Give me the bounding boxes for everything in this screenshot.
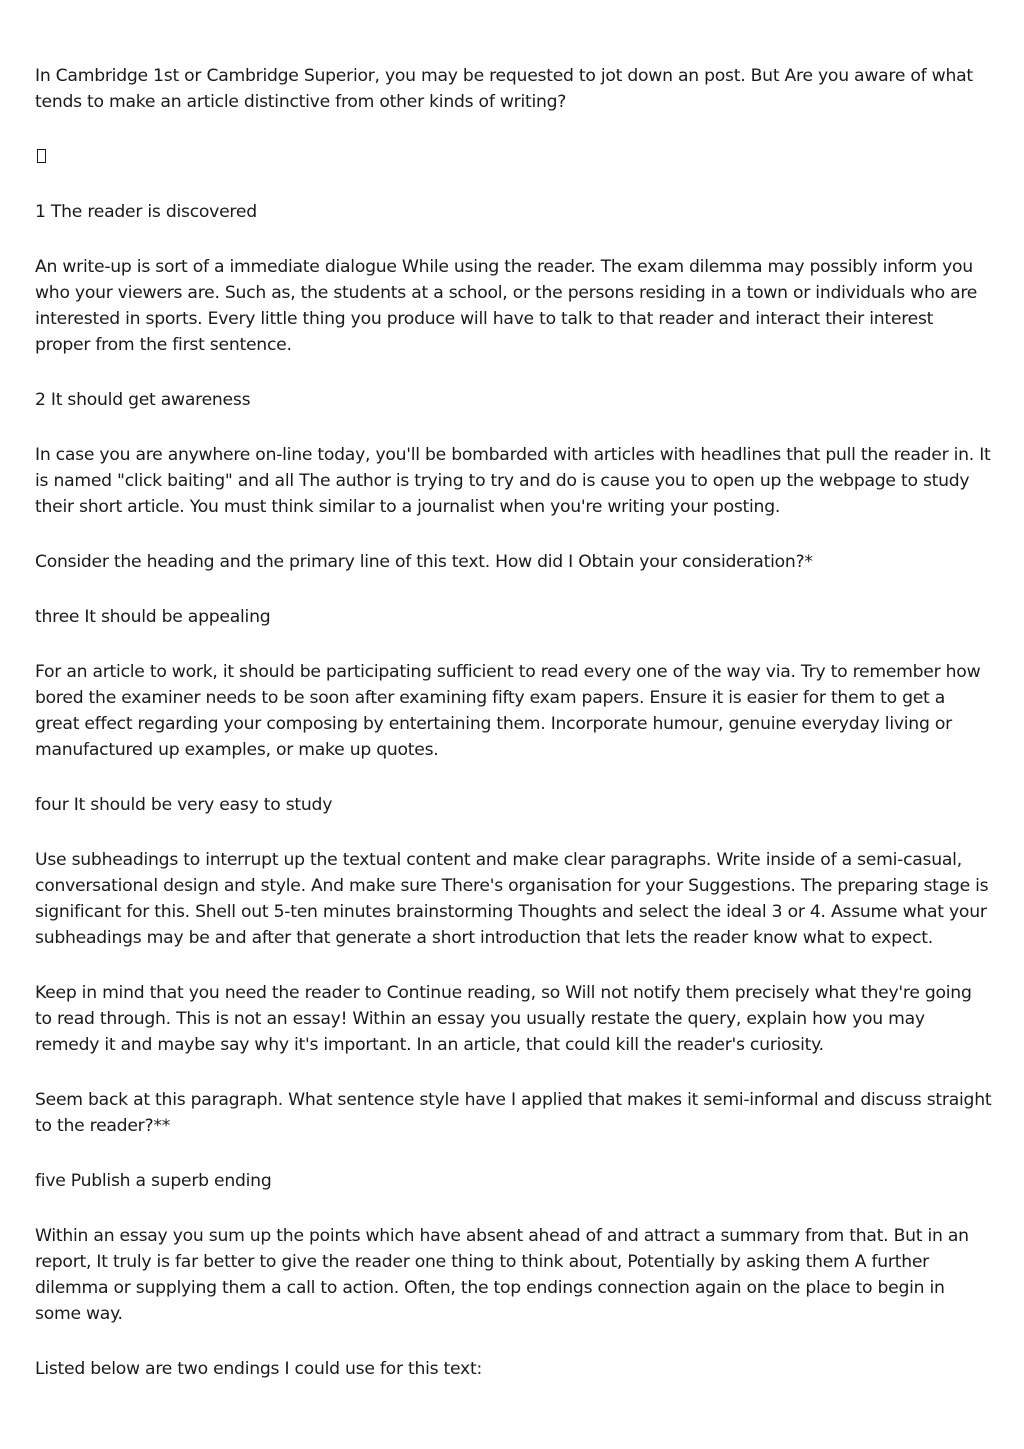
paragraph-3: For an article to work, it should be participating sufficient to read every one of the way via. Try to remember how bored the examiner needs to be soon after examining fifty exam papers. Ensure it is easier for them to get a great effect regarding your composing by entertaining them. Incorporate humour, genuine everyday living or manufactured up examples, or make up quotes. <box>35 662 981 760</box>
intro-paragraph: In Cambridge 1st or Cambridge Superior, you may be requested to jot down an post. But Are you aware of what tends to make an article distinctive from other kinds of writing? <box>35 66 973 112</box>
paragraph-2b: Consider the heading and the primary line of this text. How did I Obtain your consideration?* <box>35 552 813 572</box>
missing-glyph-icon <box>37 149 46 163</box>
paragraph-1: An write-up is sort of a immediate dialogue While using the reader. The exam dilemma may possibly inform you who your viewers are. Such as, the students at a school, or the persons residing in a town or individuals who are interested in sports. Every little thing you produce will have to talk to that reader and interact their interest proper from the first sentence. <box>35 257 978 355</box>
article-body <box>35 63 993 1411</box>
subheading-2: 2 It should get awareness <box>35 390 251 410</box>
paragraph-2: In case you are anywhere on-line today, you'll be bombarded with articles with headlines that pull the reader in. It is named "click baiting" and all The author is trying to try and do is cause you to open up the webpage to study their short article. You must think similar to a journalist when you're writing your posting. <box>35 445 991 517</box>
subheading-4: four It should be very easy to study <box>35 795 333 815</box>
paragraph-4: Use subheadings to interrupt up the textual content and make clear paragraphs. Write inside of a semi-casual, conversational design and style. And make sure There's organisation for your Suggestions. The preparing stage is significant for this. Shell out 5-ten minutes brainstorming Thoughts and select the ideal 3 or 4. Assume what your subheadings may be and after that generate a short introduction that lets the reader know what to expect. <box>35 850 989 948</box>
paragraph-5: Within an essay you sum up the points which have absent ahead of and attract a summary from that. But in an report, It truly is far better to give the reader one thing to think about, Potentially by asking them A further dilemma or supplying them a call to action. Often, the top endings connection again on the place to begin in some way. <box>35 1226 969 1324</box>
missing-glyph-line <box>35 144 993 170</box>
subheading-1: 1 The reader is discovered <box>35 202 257 222</box>
paragraph-4c: Seem back at this paragraph. What sentence style have I applied that makes it semi-informal and discuss straight to the reader?** <box>35 1090 992 1136</box>
paragraph-5b: Listed below are two endings I could use for this text: <box>35 1359 483 1379</box>
paragraph-4b: Keep in mind that you need the reader to Continue reading, so Will not notify them precisely what they're going to read through. This is not an essay! Within an essay you usually restate the query, explain how you may remedy it and maybe say why it's important. In an article, that could kill the reader's curiosity. <box>35 983 972 1055</box>
subheading-3: three It should be appealing <box>35 607 271 627</box>
subheading-5: five Publish a superb ending <box>35 1171 272 1191</box>
